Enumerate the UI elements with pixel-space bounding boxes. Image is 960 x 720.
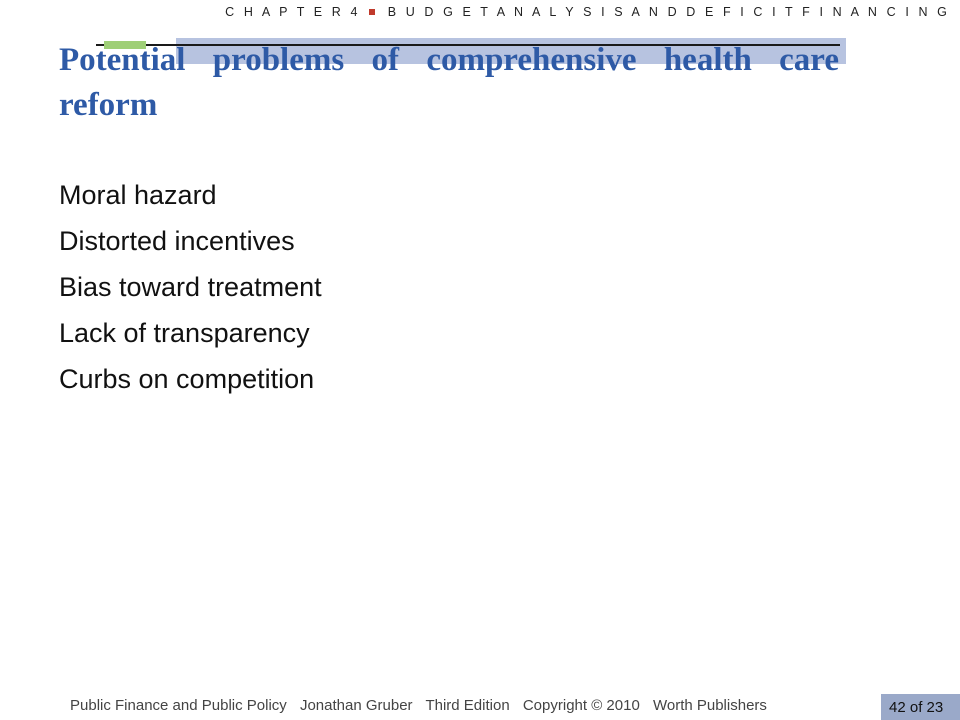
footer-copyright: Copyright © 2010: [522, 697, 640, 714]
list-item: Lack of transparency: [59, 318, 310, 348]
list-item: Distorted incentives: [59, 226, 295, 256]
bullet-list: [59, 172, 322, 402]
footer-edition: Third Edition: [425, 697, 510, 714]
list-item: Bias toward treatment: [59, 272, 322, 302]
slide-title: Potential problems of comprehensive health care reform: [59, 42, 839, 123]
footer: [70, 697, 776, 714]
list-item: Moral hazard: [59, 180, 217, 210]
section-label: B U D G E T A N A L Y S I S A N D D E F I C I T F I N A N C I N G: [387, 5, 950, 19]
footer-book: Public Finance and Public Policy: [70, 697, 287, 714]
chapter-header: [225, 5, 950, 19]
chapter-label: C H A P T E R 4: [225, 5, 361, 19]
footer-author: Jonathan Gruber: [299, 697, 413, 714]
list-item: Curbs on competition: [59, 364, 315, 394]
page-number: 42 of 23: [889, 699, 944, 716]
separator-square-icon: [369, 9, 375, 15]
footer-publisher: Worth Publishers: [652, 697, 767, 714]
